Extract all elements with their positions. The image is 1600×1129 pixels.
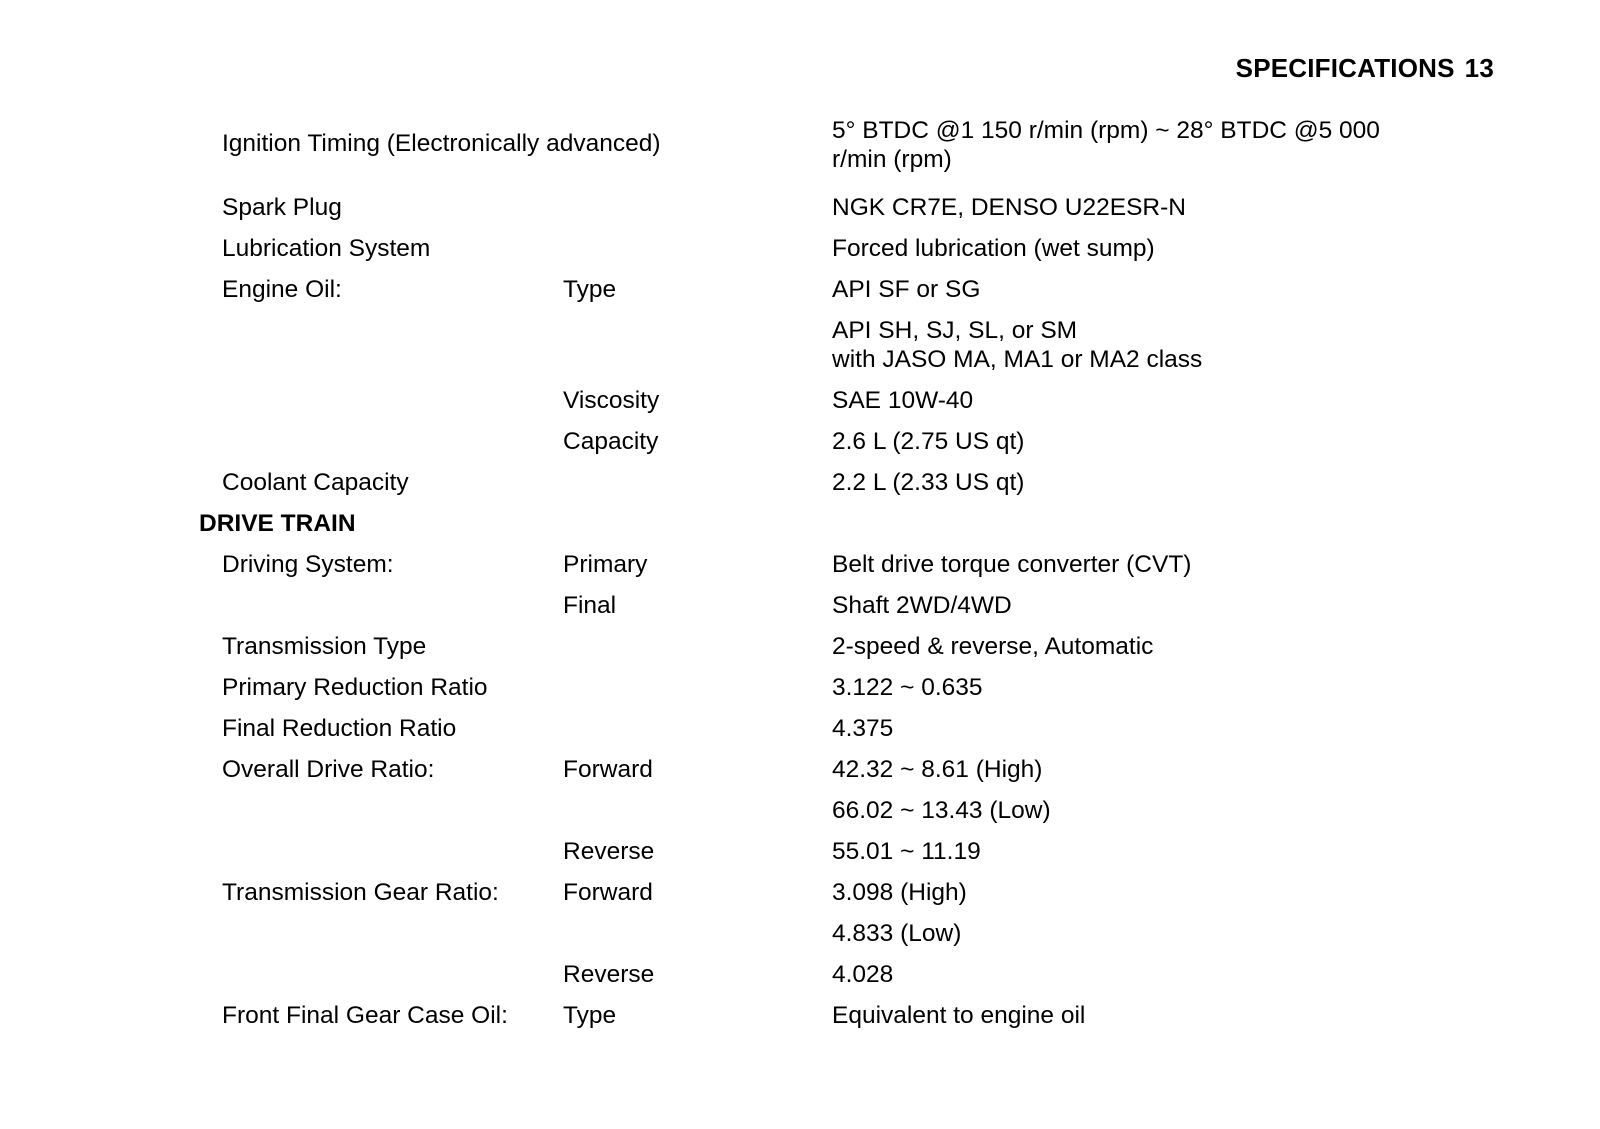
spec-value-line: Forced lubrication (wet sump) <box>832 235 1155 262</box>
spec-sublabel: Reverse <box>563 838 655 865</box>
spec-value-line: 55.01 ~ 11.19 <box>832 838 981 865</box>
spec-row <box>0 422 1600 463</box>
spec-value <box>832 116 1380 174</box>
spec-label: Spark Plug <box>222 194 342 221</box>
spec-sublabel: Type <box>563 1002 617 1029</box>
spec-row <box>0 996 1600 1037</box>
spec-label: Front Final Gear Case Oil: <box>222 1002 508 1029</box>
spec-value-line: 5° BTDC @1 150 r/min (rpm) ~ 28° BTDC @5 000 <box>832 117 1380 144</box>
spec-value <box>832 714 893 743</box>
spec-label: Transmission Gear Ratio: <box>222 879 499 906</box>
spec-value <box>832 755 1042 784</box>
spec-row <box>0 668 1600 709</box>
spec-value-line: 42.32 ~ 8.61 (High) <box>832 756 1043 783</box>
spec-value <box>832 550 1191 579</box>
page-number: 13 <box>1464 53 1494 83</box>
spec-value-line: Shaft 2WD/4WD <box>832 592 1012 619</box>
spec-value-line: 3.098 (High) <box>832 879 967 906</box>
header-title: SPECIFICATIONS <box>1235 53 1455 83</box>
spec-label: Final Reduction Ratio <box>222 715 457 742</box>
spec-value-line: 66.02 ~ 13.43 (Low) <box>832 797 1051 824</box>
spec-value <box>832 632 1153 661</box>
spec-sublabel: Primary <box>563 551 648 578</box>
spec-value-line: API SF or SG <box>832 276 981 303</box>
page-header <box>1236 53 1494 84</box>
spec-row <box>0 381 1600 422</box>
spec-value <box>832 796 1051 825</box>
spec-value-line: 2.2 L (2.33 US qt) <box>832 469 1025 496</box>
spec-row <box>0 311 1600 381</box>
spec-value <box>832 193 1186 222</box>
spec-value <box>832 386 973 415</box>
spec-value-line: 2.6 L (2.75 US qt) <box>832 428 1025 455</box>
spec-value <box>832 468 1024 497</box>
spec-label: Engine Oil: <box>222 276 342 303</box>
section-heading-row <box>0 504 1600 545</box>
spec-value-line: API SH, SJ, SL, or SM <box>832 317 1078 344</box>
spec-value-line: 4.028 <box>832 961 894 988</box>
spec-row <box>0 709 1600 750</box>
spec-sublabel: Type <box>563 276 617 303</box>
spec-value <box>832 837 981 866</box>
spec-value <box>832 275 980 304</box>
spec-value <box>832 234 1155 263</box>
spec-sublabel: Forward <box>563 756 653 783</box>
spec-value-line: with JASO MA, MA1 or MA2 class <box>832 346 1203 373</box>
spec-row <box>0 229 1600 270</box>
spec-label: Transmission Type <box>222 633 427 660</box>
spec-sublabel: Final <box>563 592 617 619</box>
spec-row <box>0 750 1600 791</box>
spec-sublabel: Forward <box>563 879 653 906</box>
spec-label: Ignition Timing (Electronically advanced) <box>222 130 661 157</box>
specifications-table <box>0 112 1600 1037</box>
spec-label: Overall Drive Ratio: <box>222 756 435 783</box>
spec-value-line: NGK CR7E, DENSO U22ESR-N <box>832 194 1186 221</box>
spec-row <box>0 112 1600 188</box>
spec-label: Driving System: <box>222 551 394 578</box>
section-heading: DRIVE TRAIN <box>199 510 356 537</box>
spec-value-line: SAE 10W-40 <box>832 387 974 414</box>
spec-row <box>0 463 1600 504</box>
spec-row <box>0 270 1600 311</box>
spec-value-line: 4.833 (Low) <box>832 920 962 947</box>
spec-row <box>0 914 1600 955</box>
spec-row <box>0 188 1600 229</box>
spec-row <box>0 873 1600 914</box>
spec-value <box>832 316 1202 374</box>
spec-value <box>832 591 1012 620</box>
spec-value <box>832 1001 1085 1030</box>
spec-row <box>0 955 1600 996</box>
spec-row <box>0 545 1600 586</box>
spec-label: Primary Reduction Ratio <box>222 674 488 701</box>
spec-value-line: 3.122 ~ 0.635 <box>832 674 983 701</box>
spec-value-line: Belt drive torque converter (CVT) <box>832 551 1192 578</box>
spec-sublabel: Capacity <box>563 428 659 455</box>
spec-row <box>0 791 1600 832</box>
spec-row <box>0 586 1600 627</box>
spec-value <box>832 878 967 907</box>
spec-label: Coolant Capacity <box>222 469 409 496</box>
spec-label: Lubrication System <box>222 235 431 262</box>
spec-value-line: r/min (rpm) <box>832 146 952 173</box>
spec-value <box>832 427 1024 456</box>
spec-sublabel: Viscosity <box>563 387 660 414</box>
spec-value-line: 4.375 <box>832 715 894 742</box>
spec-value <box>832 960 893 989</box>
spec-value-line: 2-speed & reverse, Automatic <box>832 633 1154 660</box>
spec-value-line: Equivalent to engine oil <box>832 1002 1086 1029</box>
spec-value <box>832 673 983 702</box>
spec-sublabel: Reverse <box>563 961 655 988</box>
spec-value <box>832 919 961 948</box>
spec-row <box>0 832 1600 873</box>
spec-row <box>0 627 1600 668</box>
